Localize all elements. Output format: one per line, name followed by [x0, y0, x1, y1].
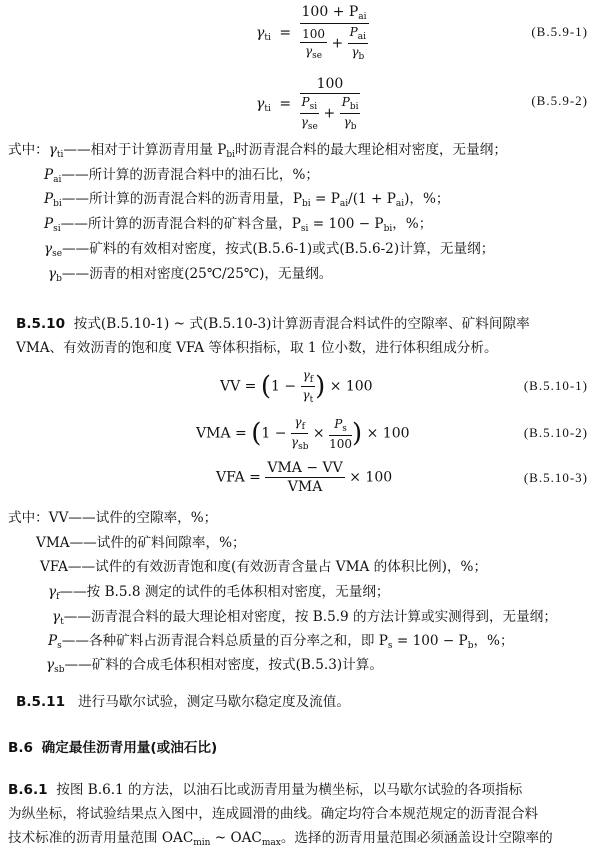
eq-lhs-sub: ti — [264, 33, 271, 43]
times-100: × 100 — [349, 469, 393, 486]
sub: s — [342, 423, 347, 434]
paragraph-text: 进行马歇尔试验，测定马歇尔稳定度及流值。 — [78, 694, 350, 710]
section-title: 确定最佳沥青用量(或油石比) — [41, 740, 218, 756]
sub: b — [56, 274, 62, 284]
dash: —— — [67, 559, 96, 575]
sub: f — [56, 592, 60, 602]
fraction-numerator: VMA − VV — [267, 460, 343, 476]
equals-sign: = — [279, 96, 292, 112]
symbol: γ — [52, 609, 61, 625]
definition-text: 试件的空隙率，%； — [95, 510, 218, 526]
equation-number: (B.5.9-2) — [531, 93, 588, 108]
equation-number: (B.5.10-3) — [523, 470, 588, 485]
dash: —— — [61, 266, 90, 282]
dash: —— — [62, 241, 90, 257]
sub: b — [358, 52, 365, 62]
definition-row — [44, 187, 450, 209]
inner-den: γ — [351, 45, 359, 59]
definition-text: 试件的有效沥青饱和度(有效沥青含量占 VMA 的体积比例)，%； — [95, 559, 488, 575]
definition-text: 所计算的沥青混合料的矿料含量，P — [87, 216, 301, 232]
inner-fraction — [348, 25, 368, 62]
sub: ti — [56, 150, 64, 160]
paren: ( — [251, 418, 262, 449]
prefix: 式中： — [8, 142, 49, 158]
times-100: × 100 — [329, 378, 373, 395]
inner-den: γ — [300, 115, 308, 129]
fraction-denominator: 100 — [329, 436, 353, 451]
definition-text: 沥青混合料的最大理论相对密度，按 B.5.9 的方法计算或实测得到，无量纲； — [90, 609, 557, 625]
symbol: γ — [46, 657, 55, 673]
definition-row — [44, 212, 432, 234]
definition-row — [8, 138, 507, 160]
sub: bi — [53, 199, 62, 209]
definition-text: = 100 − P — [392, 633, 468, 649]
definition-text: = P — [310, 191, 340, 207]
equation-number: (B.5.10-1) — [523, 378, 588, 393]
equals-sign: = — [279, 25, 292, 41]
fraction-numerator: 100 + P — [301, 4, 359, 20]
dash: —— — [61, 191, 89, 207]
paragraph-text: 为纵坐标，将试验结果点入图中，连成圆滑的曲线。确定均符合本规范规定的沥青混合料 — [8, 806, 539, 822]
sub: f — [309, 375, 314, 385]
sub: ti — [264, 104, 271, 114]
paragraph-text: ~ OAC — [210, 830, 262, 846]
section-heading-b6 — [8, 736, 588, 760]
inner-fraction — [340, 95, 361, 132]
paren: ) — [315, 371, 326, 402]
dash: —— — [63, 142, 91, 158]
definition-text: 沥青的相对密度(25℃/25℃)，无量纲。 — [89, 266, 333, 282]
definition-text: = 100 − P — [308, 216, 384, 232]
prefix: 式中： — [8, 510, 49, 526]
symbol: VFA — [40, 559, 68, 575]
times-100: × 100 — [366, 425, 410, 442]
section-number: B.5.11 — [16, 694, 66, 710]
eq-lhs: VFA = — [216, 469, 261, 486]
definition-text: 各种矿料占沥青混合料总质量的百分率之和，即 P — [88, 633, 388, 649]
dash: —— — [63, 609, 91, 625]
sub: ai — [358, 12, 367, 22]
paragraph-b5-10 — [16, 312, 596, 360]
sub: si — [300, 224, 309, 234]
section-number: B.6 — [8, 740, 33, 756]
eq-lhs: γ — [256, 96, 265, 112]
sub: bi — [349, 102, 359, 112]
definition-text: 所计算的沥青混合料中的油石比，%； — [88, 167, 320, 183]
eq-lhs: γ — [256, 25, 265, 41]
dash: —— — [64, 657, 92, 673]
sub: si — [309, 102, 318, 112]
definition-text: ，%； — [473, 633, 514, 649]
inner-num: 100 — [302, 26, 325, 41]
sub: t — [309, 395, 314, 405]
sub: sb — [298, 442, 309, 452]
symbol: γ — [48, 142, 57, 158]
sub: t — [60, 617, 64, 627]
sub: ai — [357, 32, 366, 42]
definition-text: 时沥青混合料的最大理论相对密度，无量纲； — [235, 142, 507, 158]
paragraph-text: 按式(B.5.10-1) ~ 式(B.5.10-3)计算沥青混合料试件的空隙率、矿料间隙率 — [73, 316, 530, 332]
times-sign: × — [312, 425, 325, 442]
definition-row — [44, 163, 319, 185]
fraction-denominator: VMA — [287, 479, 323, 495]
paragraph-b5-11 — [16, 690, 596, 714]
definition-row — [40, 555, 487, 575]
definition-text: 试件的矿料间隙率，%； — [96, 535, 246, 551]
definition-row — [36, 531, 246, 551]
fraction — [265, 460, 344, 495]
eq-lhs: VV = — [220, 378, 257, 395]
symbol: VV — [48, 510, 69, 526]
inner-fraction — [300, 95, 320, 132]
equation-number: (B.5.9-1) — [531, 24, 588, 39]
sub: se — [307, 122, 318, 132]
paragraph-text: 技术标准的沥青用量范围 OAC — [8, 830, 194, 846]
sub: bi — [383, 224, 393, 234]
fraction — [301, 368, 316, 405]
fraction-denominator: γ — [302, 388, 310, 402]
fraction-numerator: P — [334, 416, 343, 431]
symbol: P — [44, 216, 54, 232]
definition-text: ，%； — [392, 216, 433, 232]
sub: max — [261, 838, 281, 848]
symbol: P — [44, 167, 54, 183]
one-minus: 1 − — [271, 378, 297, 395]
dash: —— — [60, 216, 88, 232]
symbol: VMA — [36, 535, 70, 551]
equation-b5-10-3 — [216, 460, 392, 495]
sub: bi — [302, 199, 311, 209]
definition-row — [48, 580, 390, 602]
fraction — [300, 4, 369, 62]
equation-b5-9-2 — [256, 76, 360, 132]
definition-row — [8, 506, 217, 526]
inner-num: P — [341, 95, 350, 109]
sub: min — [193, 838, 211, 848]
definition-text: 所计算的沥青混合料的沥青用量，P — [88, 191, 303, 207]
inner-den: γ — [343, 115, 351, 129]
section-number: B.5.10 — [16, 316, 66, 332]
section-number: B.6.1 — [8, 782, 48, 798]
paragraph-text: 。选择的沥青用量范围必须涵盖设计空隙率的 — [280, 830, 553, 846]
definition-text: 矿料的有效相对密度，按式(B.5.6-1)或式(B.5.6-2)计算，无量纲； — [89, 241, 495, 257]
equation-b5-9-1 — [256, 4, 369, 62]
fraction — [300, 76, 361, 132]
inner-fraction — [300, 27, 327, 61]
sub: se — [52, 249, 63, 259]
one-minus: 1 − — [261, 425, 287, 442]
equation-number: (B.5.10-2) — [523, 425, 588, 440]
definition-text: 矿料的合成毛体积相对密度，按式(B.5.3)计算。 — [91, 657, 383, 673]
dash: —— — [61, 633, 89, 649]
sub: ai — [339, 199, 349, 209]
inner-den: γ — [304, 43, 313, 58]
sub: bi — [226, 150, 236, 160]
dash: —— — [61, 167, 89, 183]
symbol: γ — [48, 266, 57, 282]
fraction — [291, 415, 309, 452]
definition-text: 相对于计算沥青用量 P — [90, 142, 227, 158]
symbol: P — [44, 191, 54, 207]
sub: b — [467, 641, 474, 651]
sub: b — [350, 122, 357, 132]
dash: —— — [59, 584, 87, 600]
sub: f — [301, 422, 305, 432]
sub: ai — [53, 175, 62, 185]
sub: ai — [395, 199, 405, 209]
fraction-numerator: γ — [294, 415, 302, 429]
fraction — [329, 417, 352, 451]
definition-text: 按 B.5.8 测定的试件的毛体积相对密度，无量纲； — [86, 584, 390, 600]
fraction-numerator: 100 — [300, 76, 361, 94]
dash: —— — [69, 535, 97, 551]
plus-sign: + — [331, 35, 344, 52]
sub: sb — [54, 665, 65, 675]
paren: ( — [260, 371, 272, 402]
definition-row — [48, 262, 332, 284]
inner-num: P — [301, 95, 310, 109]
fraction-numerator: γ — [302, 368, 310, 382]
paren: ) — [352, 418, 363, 449]
paragraph-text: 按图 B.6.1 的方法，以油石比或沥青用量为横坐标，以马歇尔试验的各项指标 — [56, 782, 523, 798]
plus-sign: + — [323, 105, 336, 122]
equation-b5-10-2 — [196, 415, 410, 452]
symbol: γ — [44, 241, 53, 257]
symbol: γ — [48, 584, 57, 600]
definition-row — [52, 605, 557, 627]
paragraph-b6-1 — [8, 778, 598, 855]
sub: se — [312, 50, 323, 61]
definition-text: )，%； — [404, 191, 450, 207]
sub: s — [57, 641, 62, 651]
inner-num: P — [349, 25, 358, 39]
fraction-denominator: γ — [290, 435, 299, 449]
sub: s — [387, 641, 393, 651]
dash: —— — [68, 510, 96, 526]
definition-row — [46, 653, 383, 675]
eq-lhs: VMA = — [196, 425, 247, 442]
definition-text: /(1 + P — [348, 191, 396, 207]
definition-row — [48, 629, 514, 651]
sub: si — [53, 224, 61, 234]
paragraph-text: VMA、有效沥青的饱和度 VFA 等体积指标，取 1 位小数，进行体积组成分析。 — [16, 340, 498, 356]
symbol: P — [48, 633, 58, 649]
equation-b5-10-1 — [220, 368, 373, 405]
definition-row — [44, 237, 494, 259]
